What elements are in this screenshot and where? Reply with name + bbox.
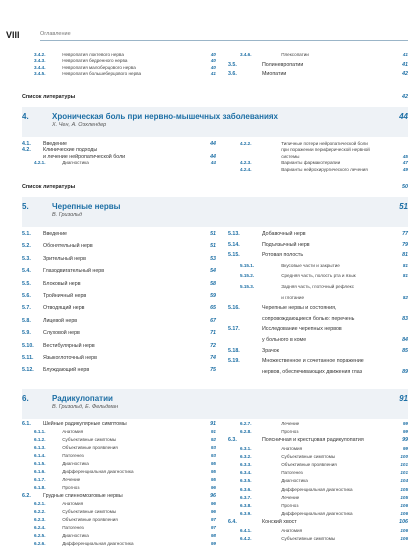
toc-entry-page: 44 — [210, 141, 216, 147]
toc-entry-label: Вкусовые части и закрытие — [281, 262, 340, 268]
toc-entry-number: 3.4.2. — [34, 52, 46, 57]
toc-entry-label: Диагностика — [62, 160, 89, 166]
toc-entry-number: 5.13. — [228, 231, 240, 237]
toc-entry-label: Прогноз — [281, 429, 299, 435]
toc-entry[interactable] — [228, 369, 408, 380]
toc-entry[interactable] — [228, 326, 408, 337]
toc-entry-number: 6.1.5. — [34, 461, 46, 466]
toc-entry[interactable] — [228, 252, 408, 263]
page-number: VIII — [6, 30, 20, 40]
toc-entry-page: 96 — [210, 509, 216, 514]
toc-entry-number: 6.4.1. — [240, 527, 252, 533]
toc-entry-number: 6.2.7. — [240, 421, 252, 426]
toc-entry-label: и глотание — [281, 294, 305, 300]
toc-entry[interactable] — [22, 493, 216, 501]
toc-entry-label: Зрачок — [262, 347, 279, 354]
toc-entry-number: 5.2. — [22, 243, 31, 250]
toc-entry-page: 51 — [210, 243, 216, 250]
toc-entry-page: 41 — [402, 52, 408, 57]
toc-entry-page: 99 — [402, 437, 408, 444]
toc-entry-number: 5.11. — [22, 355, 34, 361]
toc-entry-number: 6.2.3. — [34, 517, 46, 522]
toc-entry-number: 5.4. — [22, 268, 31, 275]
toc-entry[interactable] — [22, 281, 216, 293]
toc-entry-number: 6.2.4. — [34, 525, 46, 530]
toc-entry-number: 6.3.5. — [240, 478, 252, 484]
toc-entry-number: 6.1.2. — [34, 437, 46, 442]
toc-entry[interactable] — [228, 348, 408, 359]
running-title: Оглавление — [40, 31, 71, 37]
toc-entry[interactable] — [228, 487, 408, 495]
toc-entry-label: Зрительный нерв — [43, 255, 86, 262]
toc-entry-label: Шейные радикулярные симптомы — [43, 421, 127, 427]
toc-entry-number: 4.2.4. — [240, 166, 252, 172]
toc-entry-page: 98 — [210, 533, 216, 538]
toc-entry-label: Прогноз — [281, 503, 299, 508]
toc-entry-page: 81 — [402, 262, 408, 268]
toc-entry[interactable] — [22, 231, 216, 243]
toc-entry-label: Невропатия локтевого нерва — [62, 52, 124, 57]
toc-entry-number: 6.3.3. — [240, 462, 252, 467]
toc-entry-number: 6.1.3. — [34, 445, 46, 450]
toc-entry[interactable] — [22, 445, 216, 453]
toc-entry[interactable] — [22, 429, 216, 437]
toc-entry-label: Субъективные симптомы — [62, 437, 117, 442]
toc-entry-label: у больного в коме — [262, 337, 307, 343]
toc-entry-label: Клинические подходы — [43, 147, 98, 154]
toc-entry-page: 106 — [399, 519, 408, 526]
toc-entry-page: 74 — [210, 355, 216, 361]
toc-entry-page: 45 — [402, 153, 408, 159]
toc-entry[interactable] — [228, 295, 408, 306]
toc-entry-page: 96 — [210, 501, 216, 506]
toc-entry[interactable] — [228, 470, 408, 478]
toc-entry-label: Диагностика — [62, 533, 89, 538]
toc-entry-label: Патогенез — [62, 453, 84, 458]
toc-entry[interactable] — [22, 509, 216, 517]
toc-entry[interactable] — [22, 453, 216, 461]
toc-entry-page: 41 — [210, 71, 216, 77]
toc-entry-page: 42 — [402, 71, 408, 78]
toc-entry[interactable] — [22, 243, 216, 255]
toc-entry-number: 6.2.1. — [34, 501, 46, 506]
references-label: Список литературы — [22, 184, 76, 190]
toc-entry-label: Задняя часть, глоточный рефлекс — [281, 284, 355, 289]
chapter-title: Радикулопатии — [52, 394, 113, 403]
toc-entry[interactable] — [22, 355, 216, 367]
toc-entry-number: 5.6. — [22, 293, 31, 299]
toc-entry-number: 3.4.6. — [240, 52, 252, 57]
toc-entry-label: Объективные проявления — [281, 462, 337, 467]
toc-entry[interactable] — [22, 461, 216, 469]
toc-entry-page: 51 — [210, 231, 216, 237]
toc-entry-number: 5.7. — [22, 305, 31, 312]
toc-entry-page: 53 — [210, 255, 216, 262]
toc-entry[interactable] — [228, 71, 408, 81]
toc-entry-label: Слуховой нерв — [43, 330, 80, 337]
toc-entry-label: Невропатия большеберцового нерва — [62, 71, 142, 77]
toc-entry-page: 101 — [400, 462, 408, 467]
toc-entry[interactable] — [228, 462, 408, 470]
toc-entry-label: Отводящий нерв — [43, 305, 85, 312]
toc-entry-page: 91 — [210, 429, 216, 434]
toc-entry-label: Добавочный нерв — [262, 231, 306, 237]
toc-entry[interactable] — [228, 528, 408, 536]
toc-entry[interactable] — [228, 284, 408, 295]
toc-entry-number: 5.19. — [228, 358, 240, 365]
toc-entry-page: 77 — [402, 231, 408, 237]
toc-entry-page: 97 — [210, 517, 216, 522]
toc-entry-number: 4.1. — [22, 141, 31, 147]
toc-entry[interactable] — [228, 62, 408, 72]
toc-entry-number: 5.1. — [22, 231, 31, 237]
toc-entry-label: Ротовая полость — [262, 252, 304, 259]
toc-entry[interactable] — [22, 305, 216, 317]
toc-entry-number: 6.4. — [228, 519, 237, 526]
toc-entry[interactable] — [22, 485, 216, 493]
toc-entry-page: 41 — [402, 61, 408, 68]
toc-entry-label: Субъективные симптомы — [281, 453, 336, 459]
toc-entry[interactable] — [228, 511, 408, 519]
toc-entry-label: Объективные проявления — [62, 445, 118, 450]
toc-entry[interactable] — [22, 367, 216, 379]
toc-entry-page: 97 — [210, 525, 216, 530]
toc-entry-page: 93 — [210, 453, 216, 458]
toc-entry[interactable] — [228, 167, 408, 173]
toc-entry-page: 71 — [210, 330, 216, 337]
toc-entry-page: 106 — [400, 503, 408, 508]
toc-entry-label: Глазодвигательный нерв — [43, 268, 105, 275]
toc-entry-label: Невропатия бедренного нерва — [62, 58, 128, 64]
toc-entry-label: Варианты нейрохирургического лечения — [281, 166, 368, 172]
toc-entry-number: 4.2.1. — [34, 160, 46, 166]
toc-entry-number: 6.2. — [22, 493, 31, 499]
toc-entry-label: Дифференциальная диагностика — [62, 541, 134, 546]
toc-entry[interactable] — [228, 437, 408, 445]
toc-entry-label: Конский хвост — [262, 519, 297, 526]
toc-entry[interactable] — [228, 495, 408, 503]
toc-entry-page: 44 — [210, 160, 216, 166]
toc-entry[interactable] — [22, 525, 216, 533]
toc-entry-label: Анатомия — [62, 429, 84, 434]
toc-entry-page: 93 — [210, 445, 216, 450]
toc-entry-number: 3.4.5. — [34, 71, 46, 77]
toc-entry[interactable] — [228, 358, 408, 369]
toc-entry-number: 5.15. — [228, 252, 240, 259]
toc-entry-label: Тройничный нерв — [43, 293, 87, 299]
chapter-page: 51 — [399, 202, 408, 211]
toc-entry-label: Множественное и сочетанное поражение — [262, 358, 364, 365]
toc-entry-number: 6.2.8. — [240, 429, 252, 435]
toc-entry-label: Объективные проявления — [62, 517, 118, 522]
toc-entry-label: Языкоглоточный нерв — [43, 355, 97, 361]
toc-entry-label: Лицевой нерв — [43, 317, 78, 324]
toc-entry-number: 5.10. — [22, 342, 34, 349]
chapter-authors: В. Гризольд — [52, 212, 83, 218]
toc-entry-label: Блоковый нерв — [43, 280, 81, 287]
toc-entry-page: 84 — [402, 337, 408, 343]
toc-entry-label: нервов, обеспечивающих движения глаз — [262, 368, 363, 375]
toc-entry-label: Черепные нервы и состояния, — [262, 305, 337, 312]
toc-entry-number: 6.1. — [22, 421, 31, 427]
toc-entry-label: Средняя часть, полость рта и язык — [281, 273, 356, 279]
toc-entry[interactable] — [22, 318, 216, 330]
toc-entry[interactable] — [228, 231, 408, 242]
toc-entry-page: 40 — [210, 52, 216, 57]
toc-entry-label: Патогенез — [62, 525, 84, 530]
toc-entry[interactable] — [228, 446, 408, 454]
toc-entry[interactable] — [228, 242, 408, 253]
toc-entry-page: 105 — [400, 486, 408, 492]
toc-entry-number: 6.1.7. — [34, 477, 46, 482]
toc-entry-number: 5.15.3. — [240, 284, 255, 289]
toc-entry-page: 40 — [210, 58, 216, 64]
toc-entry-page: 54 — [210, 268, 216, 275]
toc-entry-number: 5.8. — [22, 317, 31, 324]
toc-entry-label: Обонятельный нерв — [43, 243, 93, 250]
toc-entry[interactable] — [22, 268, 216, 280]
toc-entry-label: Поясничная и крестцовая радикулопатия — [262, 437, 364, 444]
toc-entry-page: 81 — [402, 273, 408, 279]
toc-entry[interactable] — [228, 478, 408, 486]
toc-entry[interactable] — [228, 337, 408, 348]
toc-entry-label: Лечение — [281, 494, 300, 500]
toc-entry-page: 99 — [402, 445, 408, 451]
toc-entry-page: 58 — [210, 280, 216, 287]
toc-entry-label: Диагностика — [62, 461, 89, 466]
chapter-title: Хроническая боль при нервно-мышечных заболеваниях — [52, 112, 278, 121]
toc-entry-number: 6.3.4. — [240, 470, 252, 476]
toc-entry-page: 91 — [210, 421, 216, 427]
toc-entry-page: 65 — [210, 305, 216, 312]
toc-entry[interactable] — [228, 263, 408, 274]
toc-entry-label: Подъязычный нерв — [262, 241, 310, 248]
toc-entry[interactable] — [22, 501, 216, 509]
toc-entry-label: Плексопатии — [281, 52, 309, 57]
toc-entry-page: 59 — [210, 293, 216, 299]
toc-entry-number: 5.15.1. — [240, 262, 255, 268]
toc-entry-number: 3.4.4. — [34, 64, 46, 70]
toc-entry-label: Исследование черепных нервов — [262, 326, 342, 333]
toc-entry-page: 95 — [210, 469, 216, 474]
toc-entry-number: 3.5. — [228, 61, 237, 68]
toc-entry-label: Анатомия — [281, 445, 303, 451]
toc-entry-page: 82 — [402, 294, 408, 300]
toc-entry[interactable] — [22, 256, 216, 268]
toc-entry-label: Дифференциальная диагностика — [62, 469, 134, 474]
toc-entry[interactable] — [228, 52, 408, 62]
toc-entry-number: 5.12. — [22, 367, 34, 374]
toc-entry-page: 72 — [210, 342, 216, 349]
toc-entry-number: 5.5. — [22, 280, 31, 287]
toc-entry-number: 5.16. — [228, 305, 240, 312]
toc-entry-number: 5.14. — [228, 241, 240, 248]
chapter-number: 4. — [22, 112, 29, 121]
toc-entry-label: Грудные спинномозговые нервы — [43, 493, 123, 499]
toc-entry-number: 6.1.6. — [34, 469, 46, 474]
toc-entry-page: 106 — [400, 511, 408, 517]
toc-entry-label: Невропатия малоберцового нерва — [62, 64, 136, 70]
toc-entry-page: 92 — [210, 437, 216, 442]
toc-entry-page: 105 — [400, 494, 408, 500]
references-label: Список литературы — [22, 94, 76, 100]
toc-entry[interactable] — [22, 343, 216, 355]
toc-entry-label: Блуждающий нерв — [43, 367, 90, 374]
toc-entry-number: 5.17. — [228, 326, 240, 333]
toc-entry-label: системы — [281, 153, 300, 159]
toc-entry-number: 5.15.2. — [240, 273, 255, 279]
toc-entry-page: 96 — [210, 485, 216, 490]
toc-entry-label: Дифференциальная диагностика — [281, 511, 353, 517]
toc-entry-label: Полиневропатии — [262, 61, 304, 68]
toc-entry-label: Вестибулярный нерв — [43, 342, 95, 349]
toc-entry-number: 4.2.3. — [240, 160, 252, 166]
toc-entry-number: 3.6. — [228, 71, 237, 78]
toc-entry-page: 49 — [402, 166, 408, 172]
toc-entry-number: 6.1.1. — [34, 429, 46, 434]
toc-entry-label: Анатомия — [281, 527, 303, 533]
toc-entry-number: 5.3. — [22, 255, 31, 262]
toc-entry[interactable] — [228, 454, 408, 462]
toc-entry-label: Лечение — [62, 477, 81, 482]
chapter-title: Черепные нервы — [52, 202, 121, 211]
chapter-number: 5. — [22, 202, 29, 211]
toc-entry[interactable] — [22, 71, 216, 77]
toc-entry-label: Дифференциальная диагностика — [281, 486, 353, 492]
toc-entry-number: 4.2.2. — [240, 141, 252, 146]
toc-entry[interactable] — [22, 293, 216, 305]
toc-entry[interactable] — [22, 160, 216, 166]
toc-entry[interactable] — [228, 536, 408, 544]
toc-entry-number: 6.3.7. — [240, 494, 252, 500]
toc-entry-page: 96 — [210, 493, 216, 499]
toc-entry-number: 6.3.8. — [240, 503, 252, 508]
toc-entry-page: 75 — [210, 367, 216, 374]
chapter-number: 6. — [22, 394, 29, 403]
toc-entry-label: Патогенез — [281, 470, 303, 476]
toc-entry-label: и лечение нейропатической боли — [43, 153, 126, 160]
toc-entry-page: 85 — [402, 347, 408, 354]
toc-entry-number: 4.2. — [22, 147, 31, 154]
chapter-authors: В. Гризольд, Е. Фельдман — [52, 404, 118, 410]
toc-entry-page: 67 — [210, 317, 216, 324]
toc-entry-page: 99 — [210, 541, 216, 546]
toc-entry-label: Варианты фармакотерапии — [281, 160, 341, 166]
toc-entry-page: 47 — [402, 160, 408, 166]
toc-entry-page: 95 — [210, 477, 216, 482]
toc-entry-label: Введение — [43, 231, 67, 237]
toc-entry[interactable] — [228, 305, 408, 316]
toc-entry-number: 6.4.2. — [240, 535, 252, 541]
toc-entry[interactable] — [22, 541, 216, 549]
toc-entry-page: 99 — [402, 429, 408, 435]
toc-entry[interactable] — [22, 330, 216, 342]
chapter-authors: Х. Чен, А. Оэхлендер — [52, 122, 107, 128]
toc-entry-page: 99 — [402, 421, 408, 426]
toc-entry-number: 6.3. — [228, 437, 237, 444]
toc-entry[interactable] — [228, 503, 408, 511]
toc-entry-page: 106 — [400, 527, 408, 533]
toc-entry-label: при поражении периферической нервной — [281, 147, 370, 153]
toc-entry-number: 6.2.2. — [34, 509, 46, 514]
toc-entry[interactable] — [228, 429, 408, 437]
toc-entry-number: 6.1.4. — [34, 453, 46, 458]
toc-entry[interactable] — [22, 517, 216, 525]
toc-entry[interactable] — [228, 519, 408, 527]
toc-entry-number: 5.9. — [22, 330, 31, 337]
toc-entry-page: 81 — [402, 252, 408, 259]
toc-entry-label: Диагностика — [281, 478, 308, 484]
toc-entry-number: 5.18. — [228, 347, 240, 354]
toc-entry-label: Прогноз — [62, 485, 80, 490]
toc-entry-number: 6.2.6. — [34, 541, 46, 546]
toc-entry-page: 40 — [210, 64, 216, 70]
references-page: 42 — [402, 94, 408, 100]
toc-entry[interactable] — [228, 421, 408, 429]
toc-entry[interactable] — [22, 421, 216, 429]
toc-entry[interactable] — [228, 273, 408, 284]
references-page: 50 — [402, 184, 408, 190]
toc-entry-number: 6.3.9. — [240, 511, 252, 517]
toc-entry[interactable] — [22, 533, 216, 541]
toc-entry-number: 6.1.8. — [34, 485, 46, 490]
toc-entry-label: Субъективные симптомы — [281, 535, 336, 541]
toc-entry-page: 104 — [400, 478, 408, 484]
toc-entry-number: 3.4.3. — [34, 58, 46, 64]
toc-entry[interactable] — [22, 469, 216, 477]
toc-entry-page: 83 — [402, 315, 408, 322]
toc-entry-label: Миопатии — [262, 71, 287, 78]
toc-entry-page: 106 — [400, 535, 408, 541]
toc-entry-page: 100 — [400, 453, 408, 459]
toc-entry-label: сопровождающиеся болью: перечень — [262, 315, 355, 322]
toc-entry-page: 95 — [210, 461, 216, 466]
toc-entry[interactable] — [22, 477, 216, 485]
toc-entry-page: 101 — [400, 470, 408, 476]
chapter-page: 44 — [399, 112, 408, 121]
toc-entry-number: 6.2.5. — [34, 533, 46, 538]
toc-entry-number: 6.3.6. — [240, 486, 252, 492]
toc-entry-label: Субъективные симптомы — [62, 509, 117, 514]
toc-entry-page: 89 — [402, 368, 408, 375]
toc-entry-label: Введение — [43, 141, 67, 147]
toc-entry[interactable] — [228, 316, 408, 327]
toc-entry-page: 79 — [402, 241, 408, 248]
chapter-page: 91 — [399, 394, 408, 403]
toc-entry-number: 6.3.2. — [240, 453, 252, 459]
toc-entry-page: 44 — [210, 153, 216, 160]
toc-entry-label: Лечение — [281, 421, 300, 426]
toc-entry-number: 6.3.1. — [240, 445, 252, 451]
toc-entry[interactable] — [22, 437, 216, 445]
toc-entry-label: Типичные потери нейропатической боли — [281, 141, 368, 146]
toc-entry-label: Анатомия — [62, 501, 84, 506]
